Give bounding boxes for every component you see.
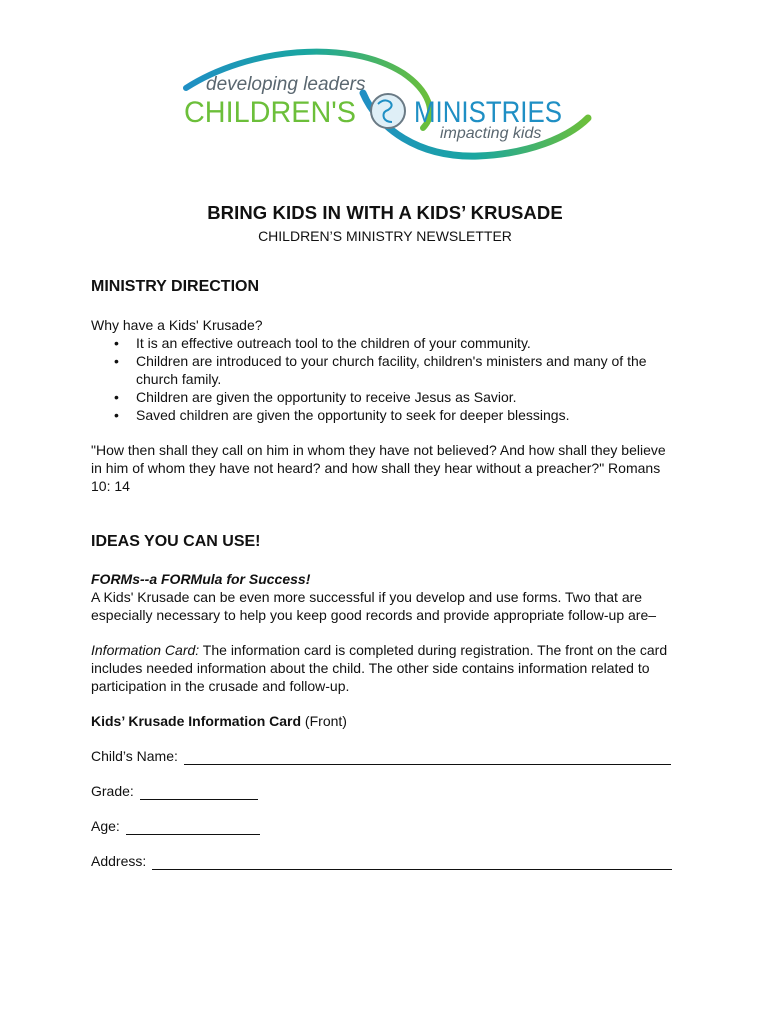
forms-subheading: FORMs--a FORMula for Success! — [91, 571, 311, 587]
direction-intro: Why have a Kids' Krusade? — [91, 317, 263, 333]
address-line — [152, 853, 672, 870]
list-item: • Children are introduced to your church facility, children's ministers and many of the church family. — [114, 353, 647, 387]
header — [0, 202, 770, 244]
logo-left-word: CHILDREN'S — [184, 96, 356, 129]
ministry-direction-heading: MINISTRY DIRECTION — [91, 278, 260, 295]
logo-bottom-text: impacting kids — [440, 125, 542, 142]
childs-name-field: Child’s Name: — [91, 747, 691, 765]
logo-top-text: developing leaders — [206, 74, 366, 95]
forms-paragraph: A Kids' Krusade can be even more successful if you develop and use forms. Two that are especially necessary to help you keep good records and provide appropriate follow-up are– — [91, 589, 657, 623]
grade-field: Grade: — [91, 782, 691, 800]
bullet-icon: • — [114, 407, 119, 423]
information-card-label: Information Card: — [91, 642, 200, 658]
bullet-icon: • — [114, 353, 119, 369]
document-title: BRING KIDS IN WITH A KIDS’ KRUSADE — [207, 202, 563, 223]
direction-bullet-list — [91, 334, 691, 424]
bullet-icon: • — [114, 389, 119, 405]
document-body — [91, 277, 691, 870]
list-item: • Saved children are given the opportunity to seek for deeper blessings. — [114, 407, 570, 423]
childs-name-line — [184, 748, 671, 765]
document-subtitle: CHILDREN’S MINISTRY NEWSLETTER — [258, 228, 512, 244]
information-card-paragraph: Information Card: The information card is completed during registration. The front on the card includes needed information about the child. The other side contains information related to participation in the crusade and follow-up. — [91, 642, 668, 694]
bullet-icon: • — [114, 335, 119, 351]
card-title: Kids’ Krusade Information Card (Front) — [91, 713, 347, 729]
age-line — [126, 818, 260, 835]
scripture-quote: "How then shall they call on him in whom they have not believed? And how shall they believe in him of whom they have not heard? and how shall they hear without a preacher?" Romans 10: 14 — [91, 442, 666, 494]
logo-right-word: MINISTRIES — [414, 96, 562, 129]
ministry-logo — [178, 38, 598, 168]
list-item: • Children are given the opportunity to receive Jesus as Savior. — [114, 389, 517, 405]
grade-line — [140, 783, 258, 800]
age-field: Age: — [91, 817, 691, 835]
list-item: • It is an effective outreach tool to the children of your community. — [114, 335, 531, 351]
ideas-heading: IDEAS YOU CAN USE! — [91, 533, 261, 550]
address-field: Address: — [91, 852, 691, 870]
